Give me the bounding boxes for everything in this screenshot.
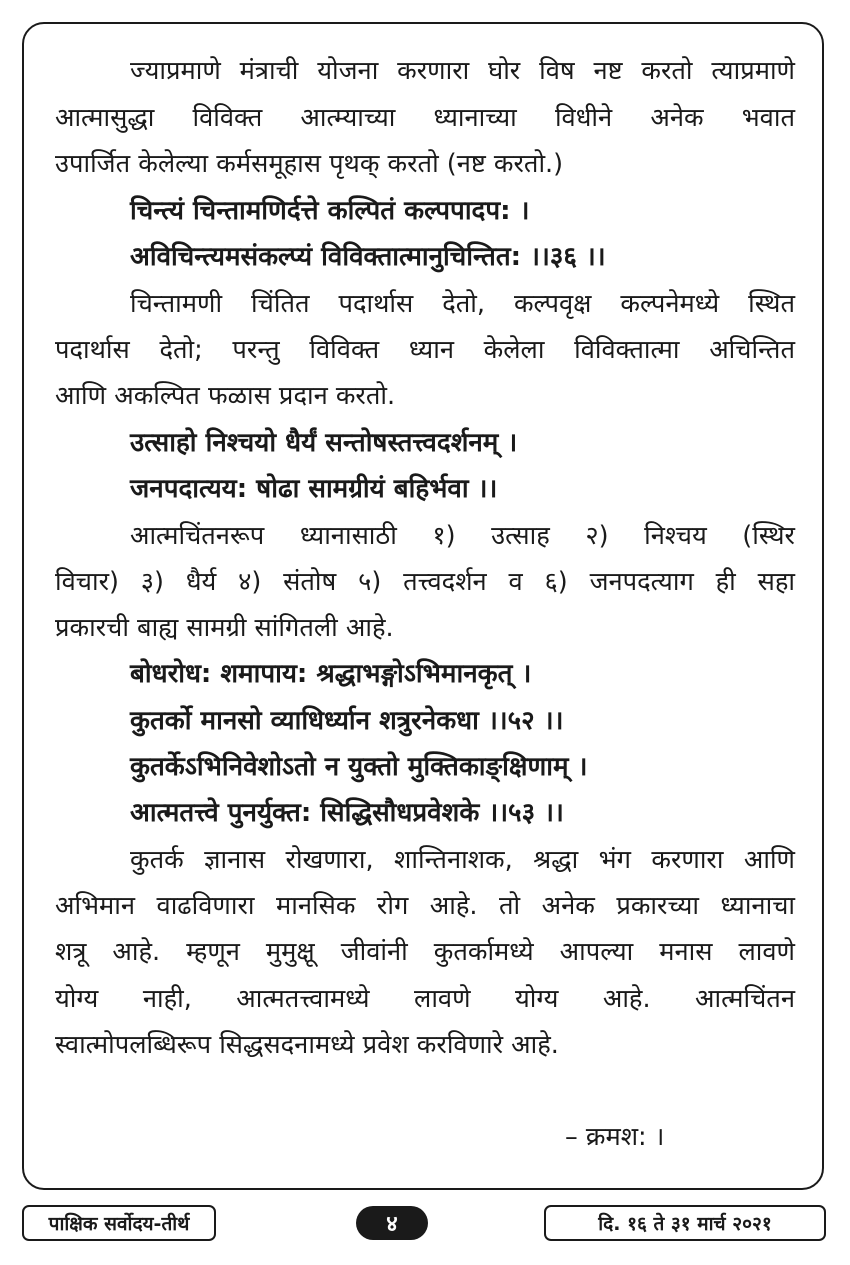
issue-date: दि. १६ ते ३१ मार्च २०२१ <box>598 1213 772 1235</box>
verse-1-line-1: चिन्त्यं चिन्तामणिर्दत्ते कल्पितं कल्पपादप: । <box>130 196 530 226</box>
verse-2-line-1: उत्साहो निश्चयो धैर्यं सन्तोषस्तत्त्वदर्शनम् । <box>130 428 518 458</box>
paragraph-1-line-2: आत्मासुद्धा विविक्त आत्म्याच्या ध्यानाच्या विधीने अनेक भवात <box>55 103 795 133</box>
verse-3-line-4: आत्मतत्त्वे पुनर्युक्त: सिद्धिसौधप्रवेशके ।।५३ ।। <box>130 798 564 828</box>
paragraph-4-line-5: स्वात्मोपलब्धिरूप सिद्धसदनामध्ये प्रवेश करविणारे आहे. <box>55 1030 559 1060</box>
issue-date-box <box>544 1205 826 1241</box>
paragraph-4-line-3: शत्रू आहे. म्हणून मुमुक्षू जीवांनी कुतर्कामध्ये आपल्या मनास लावणे <box>55 937 795 967</box>
paragraph-1-line-3: उपार्जित केलेल्या कर्मसमूहास पृथक् करतो (नष्ट करतो.) <box>55 149 564 179</box>
paragraph-4-line-2: अभिमान वाढविणारा मानसिक रोग आहे. तो अनेक प्रकारच्या ध्यानाचा <box>55 891 795 921</box>
paragraph-4-line-4: योग्य नाही, आत्मतत्त्वामध्ये लावणे योग्य आहे. आत्मचिंतन <box>55 984 795 1014</box>
paragraph-2-line-1: चिन्तामणी चिंतित पदार्थास देतो, कल्पवृक्ष कल्पनेमध्ये स्थित <box>130 289 795 319</box>
publication-name-box <box>22 1205 216 1241</box>
paragraph-1-line-1: ज्याप्रमाणे मंत्राची योजना करणारा घोर विष नष्ट करतो त्याप्रमाणे <box>130 56 795 86</box>
continued-marker: – क्रमश: । <box>565 1122 665 1152</box>
verse-2-line-2: जनपदात्यय: षोढा सामग्रीयं बहिर्भवा ।। <box>130 474 498 504</box>
publication-name: पाक्षिक सर्वोदय-तीर्थ <box>48 1213 190 1235</box>
paragraph-3-line-1: आत्मचिंतनरूप ध्यानासाठी १) उत्साह २) निश्चय (स्थिर <box>130 521 795 551</box>
paragraph-3-line-2: विचार) ३) धैर्य ४) संतोष ५) तत्त्वदर्शन व ६) जनपदत्याग ही सहा <box>55 567 795 597</box>
page-number: ४ <box>386 1212 398 1237</box>
paragraph-4-line-1: कुतर्क ज्ञानास रोखणारा, शान्तिनाशक, श्रद्धा भंग करणारा आणि <box>130 845 795 875</box>
paragraph-3-line-3: प्रकारची बाह्य सामग्री सांगितली आहे. <box>55 613 394 643</box>
paragraph-2-line-3: आणि अकल्पित फळास प्रदान करतो. <box>55 381 396 411</box>
verse-3-line-3: कुतर्केऽभिनिवेशोऽतो न युक्तो मुक्तिकाङ्क्षिणाम् । <box>130 752 588 782</box>
page-number-badge <box>356 1206 428 1240</box>
paragraph-2-line-2: पदार्थास देतो; परन्तु विविक्त ध्यान केलेला विविक्तात्मा अचिन्तित <box>55 335 795 365</box>
verse-3-line-1: बोधरोध: शमापाय: श्रद्धाभङ्गोऽभिमानकृत् । <box>130 659 532 689</box>
verse-1-line-2: अविचिन्त्यमसंकल्प्यं विविक्तात्मानुचिन्तित: ।।३६ ।। <box>130 242 606 272</box>
verse-3-line-2: कुतर्को मानसो व्याधिर्ध्यान शत्रुरनेकधा ।।५२ ।। <box>130 706 564 736</box>
